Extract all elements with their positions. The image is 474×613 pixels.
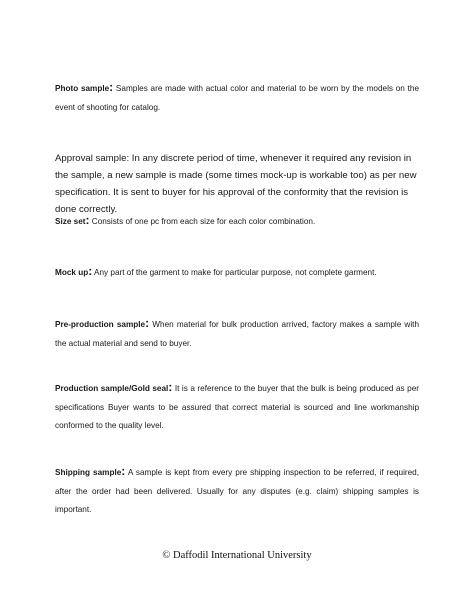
- term-colon: :: [168, 380, 173, 394]
- term-pre-production-sample: Pre-production sample: [55, 320, 146, 329]
- definition-production-sample: It is a reference to the buyer that the bulk is being produced as per specifications Buyer wants to be assured that correct material is sourced and line workmanship conformed to the quality level.: [55, 384, 419, 430]
- definition-photo-sample: Samples are made with actual color and material to be worn by the models on the event of shooting for catalog.: [55, 84, 419, 112]
- term-size-set: Size set: [55, 217, 86, 226]
- term-colon: :: [121, 464, 126, 478]
- definition-shipping-sample: A sample is kept from every pre shipping inspection to be referred, if required, after the order had been delivered. Usually for any disputes (e.g. claim) shipping samples is important.: [55, 468, 419, 514]
- paragraph-approval-sample: [55, 150, 419, 218]
- term-colon: :: [85, 213, 90, 227]
- term-mock-up: Mock up: [55, 268, 89, 277]
- term-photo-sample: Photo sample: [55, 84, 110, 93]
- paragraph-size-set: [55, 213, 419, 232]
- paragraph-production-sample: [55, 380, 419, 436]
- definition-mock-up: Any part of the garment to make for particular purpose, not complete garment.: [92, 268, 377, 277]
- term-production-sample: Production sample/Gold seal: [55, 384, 169, 393]
- definition-approval-sample: Approval sample: In any discrete period of time, whenever it required any revision in the sample, a new sample is made (some times mock-up is workable too) as per new specification. It is sent to buyer for his approval of the conformity that the revision is done correctly.: [55, 153, 417, 215]
- term-shipping-sample: Shipping sample: [55, 468, 122, 477]
- paragraph-photo-sample: [55, 80, 419, 117]
- page-footer: © Daffodil International University: [162, 550, 312, 561]
- definition-size-set: Consists of one pc from each size for each color combination.: [89, 217, 316, 226]
- term-colon: :: [109, 80, 114, 94]
- paragraph-mock-up: [55, 264, 419, 283]
- definition-pre-production-sample: When material for bulk production arrived, factory makes a sample with the actual material and send to buyer.: [55, 320, 419, 348]
- term-colon: :: [145, 316, 150, 330]
- paragraph-pre-production-sample: [55, 316, 419, 353]
- term-colon: :: [88, 264, 93, 278]
- paragraph-shipping-sample: [55, 464, 419, 520]
